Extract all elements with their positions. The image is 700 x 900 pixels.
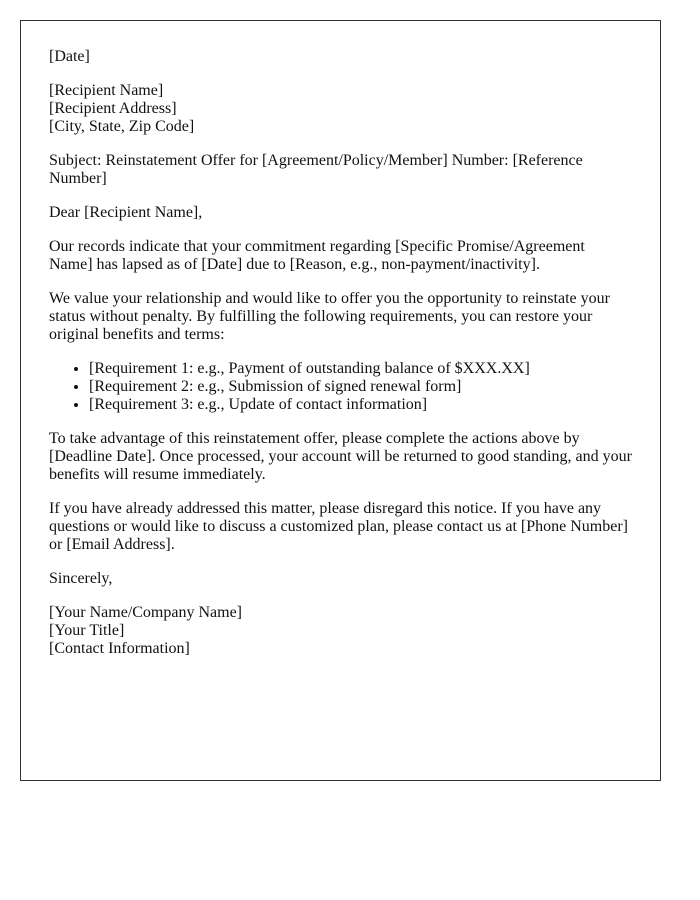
sender-title: [Your Title] (49, 622, 125, 639)
salutation: Dear [Recipient Name], (49, 204, 203, 221)
recipient-block (49, 82, 632, 136)
body-paragraph-offer: We value your relationship and would like to offer you the opportunity to reinstate your status without penalty. By fulfilling the following requirements, you can restore your original benefits and terms: (49, 290, 610, 343)
letter-page (20, 20, 661, 781)
body-paragraph-lapse: Our records indicate that your commitment regarding [Specific Promise/Agreement Name] has lapsed as of [Date] due to [Reason, e.g., non-payment/inactivity]. (49, 238, 585, 273)
sender-name: [Your Name/Company Name] (49, 604, 243, 621)
requirement-item: • [Requirement 3: e.g., Update of contact information] (89, 396, 632, 414)
sender-block (49, 604, 632, 658)
recipient-address: [Recipient Address] (49, 100, 177, 117)
requirement-item: • [Requirement 1: e.g., Payment of outstanding balance of $XXX.XX] (89, 360, 632, 378)
body-paragraph-contact: If you have already addressed this matter, please disregard this notice. If you have any questions or would like to discuss a customized plan, please contact us at [Phone Number] or [Email Address]. (49, 500, 628, 553)
body-paragraph-deadline: To take advantage of this reinstatement offer, please complete the actions above by [Deadline Date]. Once processed, your account will be returned to good standing, and your benefits will resume immediately. (49, 430, 632, 483)
sign-off: Sincerely, (49, 570, 113, 587)
letter-date: [Date] (49, 48, 90, 65)
recipient-city-state-zip: [City, State, Zip Code] (49, 118, 195, 135)
requirements-list (49, 360, 632, 414)
recipient-name: [Recipient Name] (49, 82, 164, 99)
requirement-item: • [Requirement 2: e.g., Submission of signed renewal form] (89, 378, 632, 396)
subject-line: Subject: Reinstatement Offer for [Agreement/Policy/Member] Number: [Reference Number] (49, 152, 583, 187)
sender-contact: [Contact Information] (49, 640, 190, 657)
